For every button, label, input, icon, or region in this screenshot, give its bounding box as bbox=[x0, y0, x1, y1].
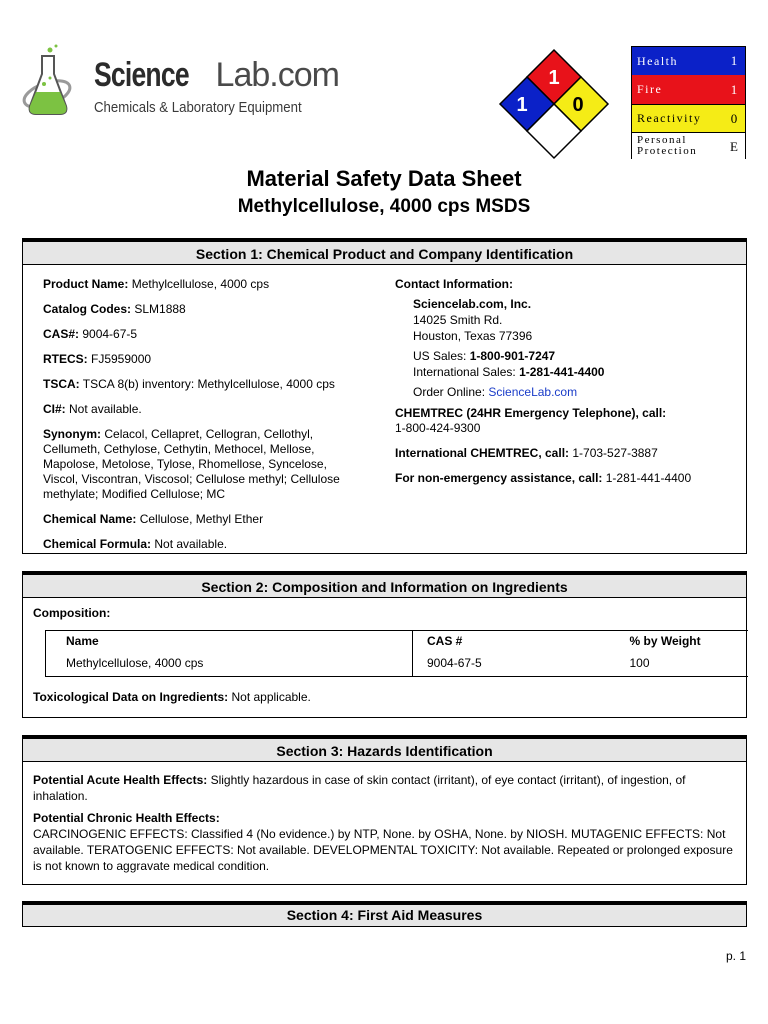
logo-science: Science bbox=[94, 56, 189, 94]
section-1 bbox=[22, 238, 747, 554]
column-header-weight: % by Weight bbox=[629, 634, 701, 648]
tsca-value: TSCA 8(b) inventory: Methylcellulose, 4000 cps bbox=[79, 377, 335, 391]
section-2 bbox=[22, 571, 747, 718]
company-block bbox=[395, 296, 740, 400]
toxicological-data bbox=[33, 690, 311, 704]
chemical-name-value: Cellulose, Methyl Ether bbox=[136, 512, 264, 526]
product-name-value: Methylcellulose, 4000 cps bbox=[128, 277, 270, 291]
intl-sales-line bbox=[413, 364, 740, 380]
intl-sales-phone: 1-281-441-4400 bbox=[519, 365, 605, 379]
section-4 bbox=[22, 901, 747, 927]
order-online-line bbox=[413, 384, 740, 400]
ci-field bbox=[43, 402, 363, 417]
catalog-value: SLM1888 bbox=[131, 302, 186, 316]
rtecs-label: RTECS: bbox=[43, 352, 88, 366]
cas-label: CAS#: bbox=[43, 327, 80, 341]
company-name: Sciencelab.com, Inc. bbox=[413, 297, 532, 311]
company-address-2: Houston, Texas 77396 bbox=[413, 329, 533, 343]
hmis-fire-label: Fire bbox=[637, 82, 663, 96]
document-subtitle: Methylcellulose, 4000 cps MSDS bbox=[237, 196, 531, 217]
ci-label: CI#: bbox=[43, 402, 66, 416]
column-header-name: Name bbox=[66, 634, 99, 648]
hmis-fire-row bbox=[632, 75, 745, 104]
hmis-fire-value: 1 bbox=[730, 81, 738, 97]
section-3-heading: Section 3: Hazards Identification bbox=[23, 736, 746, 762]
flask-icon bbox=[20, 44, 90, 124]
intl-chemtrec-phone: 1-703-527-3887 bbox=[569, 446, 658, 460]
contact-info bbox=[395, 277, 740, 496]
hmis-ppe-row bbox=[632, 132, 745, 159]
acute-effects-label: Potential Acute Health Effects: bbox=[33, 773, 208, 787]
section-3 bbox=[22, 735, 747, 885]
composition-label: Composition: bbox=[33, 606, 111, 620]
hmis-health-row bbox=[632, 47, 745, 75]
hmis-ppe-label-1: Personal bbox=[637, 134, 687, 146]
logo-wordmark bbox=[94, 56, 339, 95]
contact-label: Contact Information: bbox=[395, 277, 513, 291]
chemtrec-label: CHEMTREC (24HR Emergency Telephone), call: bbox=[395, 406, 667, 420]
cas-field bbox=[43, 327, 363, 342]
tsca-label: TSCA: bbox=[43, 377, 80, 391]
section-2-heading: Section 2: Composition and Information on Ingredients bbox=[23, 572, 746, 598]
acute-effects bbox=[33, 772, 733, 804]
chronic-effects-label: Potential Chronic Health Effects: bbox=[33, 811, 220, 825]
table-row bbox=[46, 653, 749, 677]
ci-value: Not available. bbox=[65, 402, 142, 416]
hmis-reactivity-row bbox=[632, 104, 745, 132]
composition-header-row bbox=[46, 631, 749, 654]
sciencelab-link[interactable]: ScienceLab.com bbox=[488, 385, 578, 399]
logo-tagline: Chemicals & Laboratory Equipment bbox=[94, 99, 302, 116]
synonym-label: Synonym: bbox=[43, 427, 102, 441]
hmis-reactivity-label: Reactivity bbox=[637, 111, 702, 125]
synonym-value: Celacol, Cellapret, Cellogran, Cellothyl, Cellumeth, Cethylose, Cethytin, Methocel, Mellose, Mapolose, Metolose, Tylose, Rhomellose, Syncelose, Viscol, Viscontran, Viscosol; Cellulose methyl; Cellulose methylate; Modified Cellulose; MC bbox=[43, 427, 340, 501]
chemical-formula-value: Not available. bbox=[151, 537, 228, 551]
company-address-1: 14025 Smith Rd. bbox=[413, 313, 503, 327]
product-name-field bbox=[43, 277, 363, 292]
chemical-name-field bbox=[43, 512, 363, 527]
column-header-cas: CAS # bbox=[413, 631, 616, 654]
section-4-heading: Section 4: First Aid Measures bbox=[23, 902, 746, 926]
synonym-field bbox=[43, 427, 363, 502]
nfpa-reactivity-value: 0 bbox=[572, 94, 584, 116]
chemical-name-label: Chemical Name: bbox=[43, 512, 137, 526]
hmis-label bbox=[631, 46, 746, 159]
us-sales-line bbox=[413, 348, 740, 364]
section-1-heading: Section 1: Chemical Product and Company Identification bbox=[23, 239, 746, 265]
hmis-health-value: 1 bbox=[730, 53, 738, 68]
chronic-effects-text: CARCINOGENIC EFFECTS: Classified 4 (No evidence.) by NTP, None. by OSHA, None. by NIOSH. MUTAGENIC EFFECTS: Not available. TERATOGENIC EFFECTS: Not available. DEVELOPMENTAL TOXICITY: Not available. Repeated or prolonged exposure is not known to aggravate medical condition. bbox=[33, 827, 733, 873]
nonemergency-field bbox=[395, 471, 740, 486]
catalog-label: Catalog Codes: bbox=[43, 302, 132, 316]
us-sales-label: US Sales: bbox=[413, 349, 470, 363]
intl-chemtrec-label: International CHEMTREC, call: bbox=[395, 446, 570, 460]
nonemergency-label: For non-emergency assistance, call: bbox=[395, 471, 603, 485]
nfpa-diamond bbox=[498, 48, 610, 160]
chemical-formula-field bbox=[43, 537, 363, 552]
rtecs-field bbox=[43, 352, 363, 367]
sciencelab-logo bbox=[20, 44, 339, 124]
intl-sales-label: International Sales: bbox=[413, 365, 520, 379]
chemical-formula-label: Chemical Formula: bbox=[43, 537, 152, 551]
chemtrec-field bbox=[395, 406, 740, 436]
toxicological-value: Not applicable. bbox=[228, 690, 311, 704]
cas-value: 9004-67-5 bbox=[79, 327, 138, 341]
hmis-health-label: Health bbox=[637, 53, 678, 68]
hazards-body bbox=[33, 772, 733, 880]
intl-chemtrec-field bbox=[395, 446, 740, 461]
document-title: Material Safety Data Sheet bbox=[246, 166, 522, 191]
ingredient-name: Methylcellulose, 4000 cps bbox=[66, 656, 204, 670]
acute-effects-text: Slightly hazardous in case of skin contact (irritant), of eye contact (irritant), of ingestion, of inhalation. bbox=[33, 773, 686, 803]
hmis-reactivity-value: 0 bbox=[730, 110, 738, 126]
ingredient-cas: 9004-67-5 bbox=[413, 653, 616, 677]
rtecs-value: FJ5959000 bbox=[87, 352, 152, 366]
page-number: p. 1 bbox=[725, 949, 746, 963]
ingredient-weight: 100 bbox=[629, 656, 650, 670]
order-online-label: Order Online: bbox=[413, 385, 489, 399]
product-info bbox=[43, 277, 363, 562]
composition-table bbox=[45, 630, 748, 677]
tsca-field bbox=[43, 377, 363, 392]
product-name-label: Product Name: bbox=[43, 277, 129, 291]
hmis-ppe-label bbox=[632, 135, 723, 157]
nfpa-fire-value: 1 bbox=[548, 67, 560, 89]
toxicological-label: Toxicological Data on Ingredients: bbox=[33, 690, 229, 704]
us-sales-phone: 1-800-901-7247 bbox=[469, 349, 556, 363]
hmis-ppe-value: E bbox=[730, 138, 738, 154]
nfpa-health-value: 1 bbox=[516, 94, 528, 116]
hmis-ppe-label-2: Protection bbox=[637, 145, 698, 157]
logo-lab: Lab.com bbox=[215, 56, 339, 94]
chemtrec-phone: 1-800-424-9300 bbox=[395, 421, 481, 435]
catalog-field bbox=[43, 302, 363, 317]
contact-heading bbox=[395, 277, 740, 292]
chronic-effects bbox=[33, 810, 733, 874]
nonemergency-phone: 1-281-441-4400 bbox=[602, 471, 692, 485]
